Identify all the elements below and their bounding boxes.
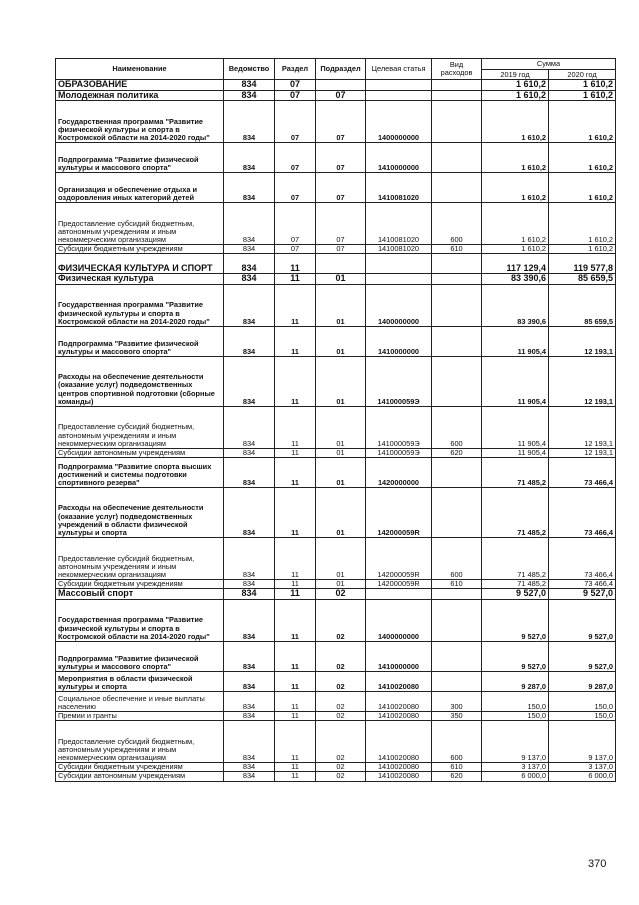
header-year-2019: 2019 год bbox=[482, 70, 549, 80]
row-target: 1410000000 bbox=[366, 143, 432, 173]
table-row bbox=[56, 406, 616, 448]
row-subsection: 02 bbox=[316, 772, 366, 781]
row-subsection: 02 bbox=[316, 711, 366, 720]
row-dept: 834 bbox=[224, 721, 275, 763]
row-target bbox=[366, 589, 432, 600]
row-sum-2020: 1 610,2 bbox=[549, 203, 616, 245]
header-expense-type: Вид расходов bbox=[432, 59, 482, 80]
header-dept: Ведомство bbox=[224, 59, 275, 80]
row-sum-2019: 71 485,2 bbox=[482, 580, 549, 589]
row-section: 11 bbox=[275, 326, 316, 356]
row-subsection: 01 bbox=[316, 326, 366, 356]
row-sum-2019: 1 610,2 bbox=[482, 173, 549, 203]
row-name: Государственная программа "Развитие физической культуры и спорта в Костромской области на 2014-2020 годы" bbox=[56, 101, 224, 143]
row-sum-2019: 9 287,0 bbox=[482, 671, 549, 691]
row-expense-type bbox=[432, 90, 482, 101]
row-sum-2020: 9 527,0 bbox=[549, 599, 616, 641]
row-section: 11 bbox=[275, 448, 316, 457]
table-row bbox=[56, 589, 616, 600]
row-sum-2019: 83 390,6 bbox=[482, 284, 549, 326]
row-name: Организация и обеспечение отдыха и оздоровления иных категорий детей bbox=[56, 173, 224, 203]
row-expense-type: 300 bbox=[432, 691, 482, 711]
row-name: Государственная программа "Развитие физической культуры и спорта в Костромской области на 2014-2020 годы" bbox=[56, 599, 224, 641]
row-sum-2020: 12 193,1 bbox=[549, 406, 616, 448]
row-section: 07 bbox=[275, 203, 316, 245]
row-target: 141000059Э bbox=[366, 448, 432, 457]
table-row bbox=[56, 203, 616, 245]
row-sum-2019: 1 610,2 bbox=[482, 245, 549, 254]
row-sum-2019: 11 905,4 bbox=[482, 356, 549, 406]
table-header bbox=[56, 59, 616, 80]
row-section: 11 bbox=[275, 711, 316, 720]
row-sum-2019: 150,0 bbox=[482, 691, 549, 711]
row-sum-2020: 9 287,0 bbox=[549, 671, 616, 691]
table-row bbox=[56, 580, 616, 589]
table-row bbox=[56, 356, 616, 406]
row-name: Молодежная политика bbox=[56, 90, 224, 101]
row-name: Премии и гранты bbox=[56, 711, 224, 720]
header-section: Раздел bbox=[275, 59, 316, 80]
row-section: 11 bbox=[275, 691, 316, 711]
row-subsection: 01 bbox=[316, 356, 366, 406]
row-dept: 834 bbox=[224, 245, 275, 254]
header-target: Целевая статья bbox=[366, 59, 432, 80]
row-dept: 834 bbox=[224, 284, 275, 326]
row-section: 11 bbox=[275, 284, 316, 326]
row-sum-2020: 73 466,4 bbox=[549, 458, 616, 488]
row-expense-type bbox=[432, 671, 482, 691]
row-dept: 834 bbox=[224, 448, 275, 457]
row-sum-2019: 9 137,0 bbox=[482, 721, 549, 763]
table-row bbox=[56, 254, 616, 274]
row-dept: 834 bbox=[224, 406, 275, 448]
row-target: 142000059R bbox=[366, 580, 432, 589]
row-sum-2020: 1 610,2 bbox=[549, 80, 616, 91]
row-target: 1410081020 bbox=[366, 245, 432, 254]
row-subsection: 02 bbox=[316, 599, 366, 641]
row-name: Физическая культура bbox=[56, 274, 224, 285]
row-sum-2020: 73 466,4 bbox=[549, 538, 616, 580]
table-body bbox=[56, 80, 616, 782]
table-row bbox=[56, 326, 616, 356]
row-expense-type bbox=[432, 284, 482, 326]
table-row bbox=[56, 538, 616, 580]
row-expense-type: 600 bbox=[432, 538, 482, 580]
row-sum-2020: 150,0 bbox=[549, 711, 616, 720]
table-row bbox=[56, 671, 616, 691]
row-expense-type: 610 bbox=[432, 763, 482, 772]
row-sum-2019: 11 905,4 bbox=[482, 448, 549, 457]
page-number: 370 bbox=[588, 858, 607, 870]
row-expense-type bbox=[432, 589, 482, 600]
row-name: Расходы на обеспечение деятельности (оказание услуг) подведомственных центров спортивной подготовки (сборные команды) bbox=[56, 356, 224, 406]
row-sum-2019: 1 610,2 bbox=[482, 203, 549, 245]
row-name: Государственная программа "Развитие физической культуры и спорта в Костромской области на 2014-2020 годы" bbox=[56, 284, 224, 326]
row-name: Мероприятия в области физической культуры и спорта bbox=[56, 671, 224, 691]
header-name: Наименование bbox=[56, 59, 224, 80]
table-row bbox=[56, 488, 616, 538]
row-sum-2019: 11 905,4 bbox=[482, 406, 549, 448]
row-section: 11 bbox=[275, 721, 316, 763]
row-dept: 834 bbox=[224, 641, 275, 671]
table-row bbox=[56, 711, 616, 720]
row-expense-type bbox=[432, 641, 482, 671]
row-expense-type: 620 bbox=[432, 448, 482, 457]
row-sum-2020: 12 193,1 bbox=[549, 448, 616, 457]
header-subsection: Подраздел bbox=[316, 59, 366, 80]
table-row bbox=[56, 721, 616, 763]
row-name: Массовый спорт bbox=[56, 589, 224, 600]
row-expense-type: 600 bbox=[432, 721, 482, 763]
row-target bbox=[366, 80, 432, 91]
table-row bbox=[56, 691, 616, 711]
row-name: Субсидии бюджетным учреждениям bbox=[56, 763, 224, 772]
row-target: 1410020080 bbox=[366, 721, 432, 763]
row-sum-2020: 12 193,1 bbox=[549, 326, 616, 356]
row-section: 11 bbox=[275, 589, 316, 600]
row-subsection: 01 bbox=[316, 406, 366, 448]
row-dept: 834 bbox=[224, 599, 275, 641]
row-section: 11 bbox=[275, 406, 316, 448]
row-subsection: 01 bbox=[316, 538, 366, 580]
row-sum-2020: 1 610,2 bbox=[549, 143, 616, 173]
row-target: 141000059Э bbox=[366, 356, 432, 406]
row-section: 07 bbox=[275, 101, 316, 143]
row-section: 07 bbox=[275, 245, 316, 254]
row-sum-2019: 9 527,0 bbox=[482, 641, 549, 671]
row-target bbox=[366, 274, 432, 285]
row-section: 11 bbox=[275, 580, 316, 589]
row-sum-2020: 1 610,2 bbox=[549, 101, 616, 143]
row-dept: 834 bbox=[224, 488, 275, 538]
row-name: Субсидии автономным учреждениям bbox=[56, 772, 224, 781]
row-section: 11 bbox=[275, 488, 316, 538]
row-subsection bbox=[316, 254, 366, 274]
row-target: 1410020080 bbox=[366, 671, 432, 691]
row-subsection: 01 bbox=[316, 448, 366, 457]
row-name: ФИЗИЧЕСКАЯ КУЛЬТУРА И СПОРТ bbox=[56, 254, 224, 274]
row-name: Субсидии бюджетным учреждениям bbox=[56, 245, 224, 254]
row-dept: 834 bbox=[224, 254, 275, 274]
row-section: 11 bbox=[275, 599, 316, 641]
row-subsection bbox=[316, 80, 366, 91]
row-dept: 834 bbox=[224, 143, 275, 173]
row-target: 142000059R bbox=[366, 488, 432, 538]
row-subsection: 07 bbox=[316, 245, 366, 254]
table-row bbox=[56, 143, 616, 173]
row-target bbox=[366, 90, 432, 101]
row-section: 11 bbox=[275, 538, 316, 580]
row-target: 141000059Э bbox=[366, 406, 432, 448]
row-sum-2019: 150,0 bbox=[482, 711, 549, 720]
row-sum-2019: 83 390,6 bbox=[482, 274, 549, 285]
row-subsection: 01 bbox=[316, 274, 366, 285]
row-sum-2020: 9 137,0 bbox=[549, 721, 616, 763]
row-expense-type: 610 bbox=[432, 245, 482, 254]
row-name: Расходы на обеспечение деятельности (оказание услуг) подведомственных учреждений в области физической культуры и спорта bbox=[56, 488, 224, 538]
row-expense-type bbox=[432, 458, 482, 488]
row-target: 1410020080 bbox=[366, 763, 432, 772]
row-section: 11 bbox=[275, 356, 316, 406]
row-dept: 834 bbox=[224, 101, 275, 143]
row-target: 1410081020 bbox=[366, 203, 432, 245]
row-sum-2019: 6 000,0 bbox=[482, 772, 549, 781]
row-subsection: 07 bbox=[316, 90, 366, 101]
row-subsection: 02 bbox=[316, 721, 366, 763]
row-sum-2019: 1 610,2 bbox=[482, 90, 549, 101]
table-row bbox=[56, 599, 616, 641]
row-subsection: 02 bbox=[316, 641, 366, 671]
row-expense-type bbox=[432, 80, 482, 91]
row-subsection: 07 bbox=[316, 143, 366, 173]
row-target: 1410081020 bbox=[366, 173, 432, 203]
table-row bbox=[56, 173, 616, 203]
row-section: 11 bbox=[275, 772, 316, 781]
table-row bbox=[56, 80, 616, 91]
row-target: 1420000000 bbox=[366, 458, 432, 488]
row-sum-2020: 1 610,2 bbox=[549, 245, 616, 254]
budget-table-sheet bbox=[55, 58, 615, 782]
row-expense-type bbox=[432, 599, 482, 641]
row-dept: 834 bbox=[224, 671, 275, 691]
row-name: Субсидии бюджетным учреждениям bbox=[56, 580, 224, 589]
row-sum-2019: 1 610,2 bbox=[482, 143, 549, 173]
row-name: Социальное обеспечение и иные выплаты населению bbox=[56, 691, 224, 711]
row-sum-2020: 3 137,0 bbox=[549, 763, 616, 772]
row-expense-type bbox=[432, 173, 482, 203]
row-name: Предоставление субсидий бюджетным, автономным учреждениям и иным некоммерческим организациям bbox=[56, 203, 224, 245]
row-subsection: 07 bbox=[316, 203, 366, 245]
row-subsection: 02 bbox=[316, 589, 366, 600]
row-dept: 834 bbox=[224, 90, 275, 101]
row-sum-2019: 11 905,4 bbox=[482, 326, 549, 356]
row-section: 07 bbox=[275, 80, 316, 91]
table-row bbox=[56, 448, 616, 457]
row-target: 1400000000 bbox=[366, 599, 432, 641]
row-section: 07 bbox=[275, 143, 316, 173]
row-subsection: 02 bbox=[316, 763, 366, 772]
row-target: 1410020080 bbox=[366, 711, 432, 720]
row-dept: 834 bbox=[224, 589, 275, 600]
table-row bbox=[56, 90, 616, 101]
row-sum-2019: 1 610,2 bbox=[482, 101, 549, 143]
row-expense-type: 600 bbox=[432, 406, 482, 448]
row-dept: 834 bbox=[224, 580, 275, 589]
row-subsection: 02 bbox=[316, 691, 366, 711]
row-target: 1410020080 bbox=[366, 772, 432, 781]
row-subsection: 01 bbox=[316, 580, 366, 589]
row-dept: 834 bbox=[224, 203, 275, 245]
row-sum-2020: 73 466,4 bbox=[549, 580, 616, 589]
row-name: Подпрограмма "Развитие физической культуры и массового спорта" bbox=[56, 143, 224, 173]
row-subsection: 01 bbox=[316, 488, 366, 538]
row-dept: 834 bbox=[224, 538, 275, 580]
row-target: 1410020080 bbox=[366, 691, 432, 711]
table-row bbox=[56, 641, 616, 671]
row-sum-2019: 117 129,4 bbox=[482, 254, 549, 274]
row-expense-type bbox=[432, 488, 482, 538]
row-section: 11 bbox=[275, 671, 316, 691]
row-subsection: 02 bbox=[316, 671, 366, 691]
row-name: Подпрограмма "Развитие физической культуры и массового спорта" bbox=[56, 326, 224, 356]
row-name: Предоставление субсидий бюджетным, автономным учреждениям и иным некоммерческим организациям bbox=[56, 406, 224, 448]
row-expense-type bbox=[432, 143, 482, 173]
row-expense-type bbox=[432, 254, 482, 274]
row-section: 11 bbox=[275, 458, 316, 488]
row-sum-2020: 150,0 bbox=[549, 691, 616, 711]
row-sum-2020: 9 527,0 bbox=[549, 589, 616, 600]
row-subsection: 01 bbox=[316, 284, 366, 326]
row-expense-type bbox=[432, 356, 482, 406]
table-row bbox=[56, 458, 616, 488]
row-sum-2019: 71 485,2 bbox=[482, 538, 549, 580]
row-subsection: 07 bbox=[316, 173, 366, 203]
row-name: Субсидии автономным учреждениям bbox=[56, 448, 224, 457]
row-sum-2020: 73 466,4 bbox=[549, 488, 616, 538]
header-sum: Сумма bbox=[482, 59, 616, 70]
table-row bbox=[56, 772, 616, 781]
row-expense-type: 620 bbox=[432, 772, 482, 781]
row-sum-2019: 71 485,2 bbox=[482, 488, 549, 538]
row-dept: 834 bbox=[224, 458, 275, 488]
row-section: 11 bbox=[275, 254, 316, 274]
row-dept: 834 bbox=[224, 173, 275, 203]
row-target: 1410000000 bbox=[366, 641, 432, 671]
row-target: 1400000000 bbox=[366, 284, 432, 326]
header-year-2020: 2020 год bbox=[549, 70, 616, 80]
row-target: 1400000000 bbox=[366, 101, 432, 143]
row-sum-2020: 85 659,5 bbox=[549, 274, 616, 285]
row-dept: 834 bbox=[224, 772, 275, 781]
row-expense-type bbox=[432, 274, 482, 285]
row-sum-2020: 9 527,0 bbox=[549, 641, 616, 671]
row-section: 07 bbox=[275, 90, 316, 101]
row-name: Подпрограмма "Развитие спорта высших достижений и системы подготовки спортивного резерва" bbox=[56, 458, 224, 488]
row-dept: 834 bbox=[224, 274, 275, 285]
row-section: 11 bbox=[275, 763, 316, 772]
row-sum-2020: 119 577,8 bbox=[549, 254, 616, 274]
row-expense-type bbox=[432, 326, 482, 356]
row-dept: 834 bbox=[224, 326, 275, 356]
row-sum-2020: 1 610,2 bbox=[549, 173, 616, 203]
row-sum-2020: 85 659,5 bbox=[549, 284, 616, 326]
row-name: Предоставление субсидий бюджетным, автономным учреждениям и иным некоммерческим организациям bbox=[56, 538, 224, 580]
table-row bbox=[56, 284, 616, 326]
row-sum-2020: 1 610,2 bbox=[549, 90, 616, 101]
row-expense-type bbox=[432, 101, 482, 143]
row-sum-2019: 9 527,0 bbox=[482, 589, 549, 600]
row-target: 142000059R bbox=[366, 538, 432, 580]
row-dept: 834 bbox=[224, 356, 275, 406]
budget-table bbox=[55, 58, 616, 782]
row-sum-2019: 71 485,2 bbox=[482, 458, 549, 488]
row-subsection: 07 bbox=[316, 101, 366, 143]
table-row bbox=[56, 245, 616, 254]
row-sum-2020: 12 193,1 bbox=[549, 356, 616, 406]
row-subsection: 01 bbox=[316, 458, 366, 488]
row-dept: 834 bbox=[224, 691, 275, 711]
row-dept: 834 bbox=[224, 80, 275, 91]
row-dept: 834 bbox=[224, 763, 275, 772]
row-sum-2019: 9 527,0 bbox=[482, 599, 549, 641]
row-name: ОБРАЗОВАНИЕ bbox=[56, 80, 224, 91]
row-expense-type: 610 bbox=[432, 580, 482, 589]
row-name: Предоставление субсидий бюджетным, автономным учреждениям и иным некоммерческим организациям bbox=[56, 721, 224, 763]
row-dept: 834 bbox=[224, 711, 275, 720]
table-row bbox=[56, 274, 616, 285]
table-row bbox=[56, 101, 616, 143]
table-row bbox=[56, 763, 616, 772]
row-section: 07 bbox=[275, 173, 316, 203]
row-target bbox=[366, 254, 432, 274]
row-sum-2019: 1 610,2 bbox=[482, 80, 549, 91]
row-sum-2020: 6 000,0 bbox=[549, 772, 616, 781]
row-target: 1410000000 bbox=[366, 326, 432, 356]
row-section: 11 bbox=[275, 274, 316, 285]
row-sum-2019: 3 137,0 bbox=[482, 763, 549, 772]
row-name: Подпрограмма "Развитие физической культуры и массового спорта" bbox=[56, 641, 224, 671]
row-section: 11 bbox=[275, 641, 316, 671]
row-expense-type: 350 bbox=[432, 711, 482, 720]
row-expense-type: 600 bbox=[432, 203, 482, 245]
